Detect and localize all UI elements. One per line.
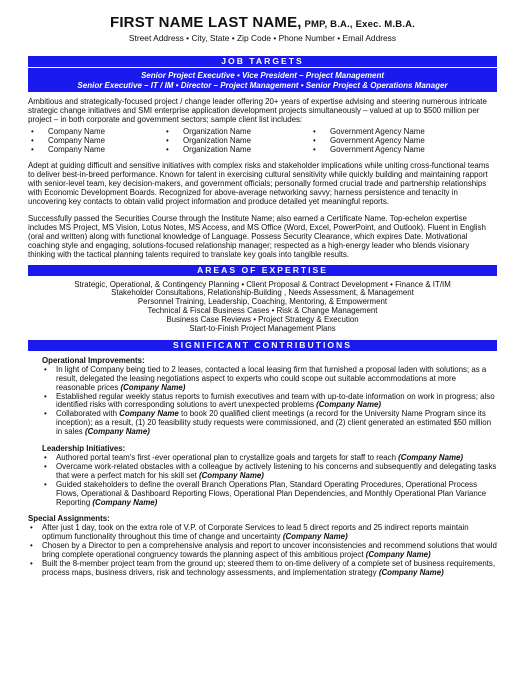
list-item: • Built the 8-member project team from the ground up; steered them to on-time delivery of a complete set of business requirements, process maps, business drivers, risk and technology assessments, and implementation strategy (Company Name) [42,560,497,578]
section-subheading: Operational Improvements: [42,355,145,365]
list-item: • Organization Name [163,137,310,146]
expertise-line: Business Case Reviews • Project Strategy & Execution [166,315,359,325]
list-item: • Guided stakeholders to define the overall Branch Operations Plan, Standard Operating Procedures, Operational Process Flows, Operational & Dashboard Reporting Flows, Operational Plan Dependencies, and Monthly Operational Plan Variance Reporting (Company Name) [56,481,497,508]
expertise-heading: AREAS OF EXPERTISE [28,265,497,276]
expertise-line: Start-to-Finish Project Management Plans [189,324,336,334]
client-list-companies [28,128,163,155]
job-targets-line-1: Senior Project Executive • Vice President – Project Management [140,71,385,80]
list-item: • Government Agency Name [310,146,470,155]
special-assignments [28,515,497,577]
client-list [28,128,497,155]
job-targets-line-2: Senior Executive – IT / IM • Director – Project Management • Senior Project & Operations Manager [77,80,448,90]
leadership-initiatives [28,445,497,507]
list-item: • After just 1 day, took on the extra role of V.P. of Corporate Services to lead 5 direct reports and 25 indirect reports maintain optimum functionality throughout this time of change and uncertainty (Company Name) [42,524,497,542]
client-list-organizations [163,128,310,155]
operational-list [42,366,497,437]
list-item: • Government Agency Name [310,137,470,146]
list-item: • Authored portal team's first -ever operational plan to crystallize goals and targets for staff to reach (Company Name) [56,454,497,463]
list-item: • Collaborated with Company Name to book 20 qualified client meetings (a record for the University Name Program since its inception); as a result, (1) 20 feasibility study requests were commissioned, and (2) client generated an estimated $50 million in sales (Company Name) [56,410,497,437]
list-item: • Overcame work-related obstacles with a colleague by actively listening to his concerns and subsequently and delegating tasks that were a perfect match for his skill set (Company Name) [56,463,497,481]
list-item: • Government Agency Name [310,128,470,137]
candidate-name [28,0,497,33]
expertise-line: Stakeholder Consultations, Relationship-Building , Needs Assessment, & Management [111,288,414,298]
credentials: PMP, B.A., Exec. M.B.A. [301,19,416,30]
list-item: • Chosen by a Director to pen a comprehensive analysis and report to uncover inconsistencies and recommend solutions that would bring complete operational congruency towards the planning aspect of this ambitious project (Company Name) [42,542,497,560]
name-text: FIRST NAME LAST NAME, [109,14,302,31]
client-list-agencies [310,128,470,155]
expertise-line: Technical & Fiscal Business Cases • Risk & Change Management [147,306,378,316]
list-item: • Organization Name [163,146,310,155]
list-item: • Organization Name [163,128,310,137]
expertise-line: Personnel Training, Leadership, Coaching, Mentoring, & Empowerment [137,297,388,307]
expertise-line: Strategic, Operational, & Contingency Planning • Client Proposal & Contract Development • Finance & IT/IM [74,279,451,289]
contributions-heading: SIGNIFICANT CONTRIBUTIONS [28,340,497,351]
operational-improvements [28,357,497,437]
section-subheading: Leadership Initiatives: [42,444,126,454]
job-targets-heading: JOB TARGETS [28,56,497,67]
leadership-list [42,454,497,507]
list-item: • Company Name [28,128,163,137]
summary-paragraph-2: Adept at guiding difficult and sensitive initiatives with complex risks and stakeholder implications while uniting cross-functional teams to deliver best-in-breed performance. Known for talent in exercising cultural sensitivity while quickly building and maintaining rapport with senior-level team, key decision-makers, and government officials; personally formed crucial trade and partnership relationships with Economic Development Boards. Recognized for above-average networking savvy; harness persistence and tenacity in uncovering key contacts to obtain valid project information and produce detailed yet meaningful reports. [28,161,490,207]
section-subheading: Special Assignments: [28,514,110,524]
list-item: • In light of Company being tied to 2 leases, contacted a local leasing firm that furnished a proposal laden with solutions; as a result, delegated the leasing negotiations aspect to experts who could scope out suitable accommodations at more reasonable prices (Company Name) [56,366,497,393]
summary-intro: Ambitious and strategically-focused project / change leader offering 20+ years of expertise advising and steering numerous intricate strategic change initiatives and SMI enterprise application development projects simultaneously – valued at up to $500 million per project – in both corporate and government sectors; sample client list includes: [28,97,487,124]
list-item: • Company Name [28,146,163,155]
list-item: • Established regular weekly status reports to furnish executives and team with up-to-date information on work in progress; also identified risks with corresponding solutions to avert unexpected problems (Company Name) [56,393,497,411]
expertise-list [28,281,497,334]
summary-paragraph-3: Successfully passed the Securities Course through the Institute Name; also earned a Certificate Name. Top-echelon expertise includes MS Project, MS Vision, Lotus Notes, MS Access, and MS Office (Word, Excel, PowerPoint, and Outlook). Fluent in English (oral and written) along with functional knowledge of Language. Possess Security Clearance, which expires Date. Motivational coaching style and engaging, solutions-focused relationship manager; respected as a high-energy leader who blends visionary thinking with the tactical planning talents required to translate key goals into tangible results. [28,213,486,259]
contact-line: Street Address • City, State • Zip Code • Phone Number • Email Address [128,33,397,43]
special-list [28,524,497,577]
list-item: • Company Name [28,137,163,146]
job-targets-list [28,67,497,92]
